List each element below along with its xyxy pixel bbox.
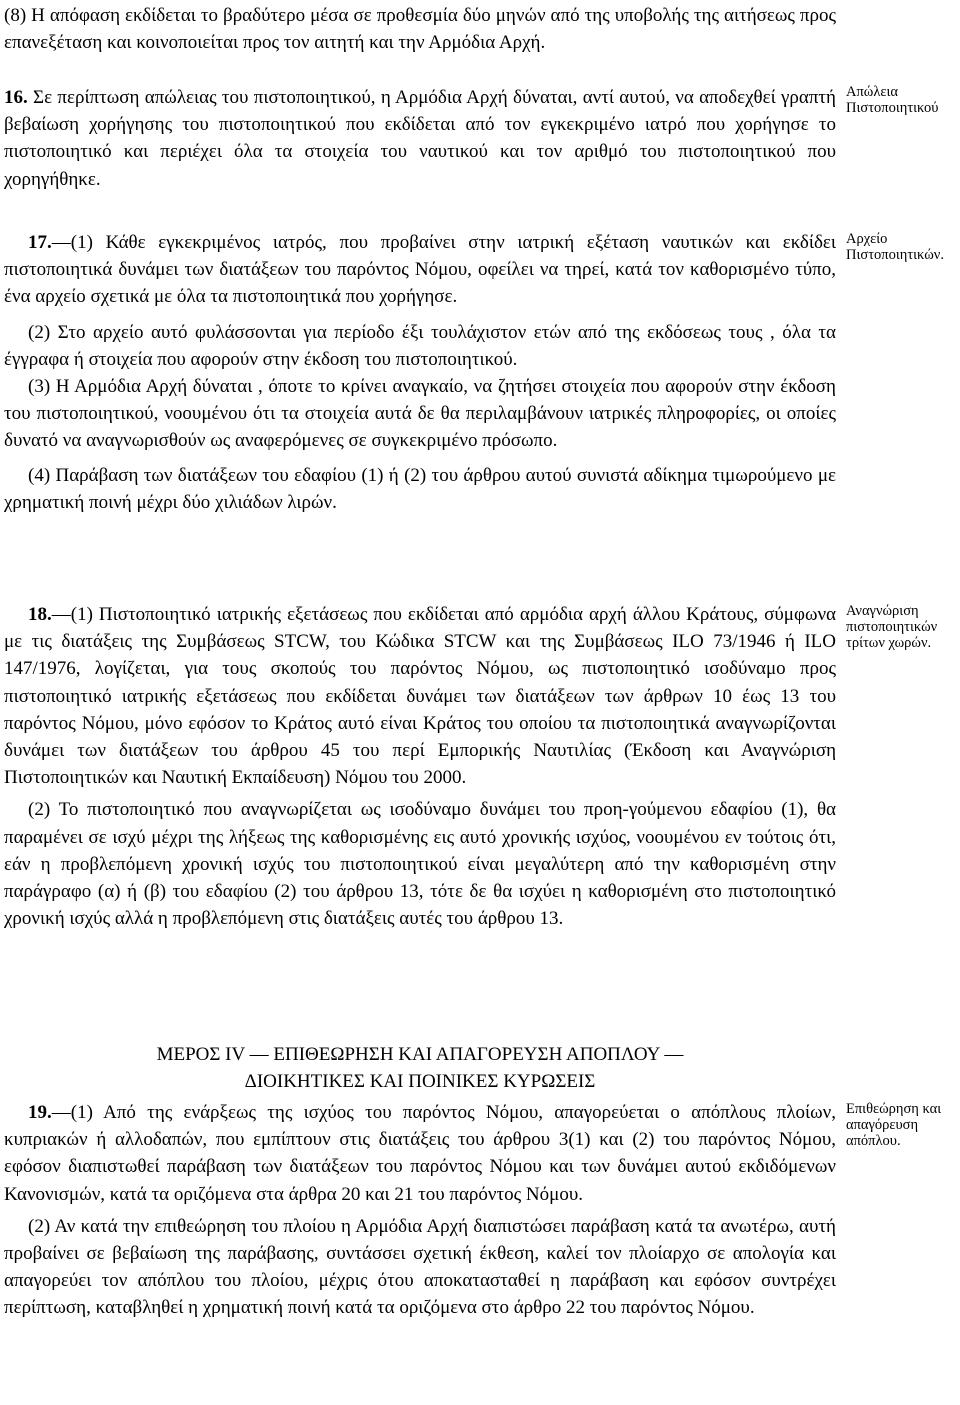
section-19 <box>4 1099 836 1322</box>
section-18 <box>4 601 836 932</box>
section-number: 16. <box>4 87 28 108</box>
section-number: 17. <box>28 232 52 253</box>
part-heading-line-2: ΔΙΟΙΚΗΤΙΚΕΣ ΚΑΙ ΠΟΙΝΙΚΕΣ ΚΥΡΩΣΕΙΣ <box>244 1071 596 1093</box>
margin-note-16: Απώλεια Πιστοποιητικού <box>846 84 939 116</box>
section-16 <box>4 84 836 193</box>
section-text: —(1) Κάθε εγκεκριμένος ιατρός, που προβαίνει στην ιατρική εξέταση ναυτικών και εκδίδει πιστοποιητικά δυνάμει των διατάξεων του παρόντος Νόμου, οφείλει να τηρεί, κατά τον καθορισμένο τύπο, ένα αρχείο σχετικά με όλα τα πιστοποιητικά που χορήγησε. <box>4 232 836 308</box>
subparagraph-3: (3) Η Αρμόδια Αρχή δύναται , όποτε το κρίνει αναγκαίο, να ζητήσει στοιχεία που αφορούν στην έκδοση του πιστοποιητικού, νοουμένου ότι τα στοιχεία αυτά δε θα περιλαμβάνουν ιατρικές πληροφορίες, οι οποίες δυνατό να αναγνωρισθούν ως αναφερόμενες σε συγκεκριμένο πρόσωπο. <box>4 376 836 452</box>
section-text: Σε περίπτωση απώλειας του πιστοποιητικού, η Αρμόδια Αρχή δύναται, αντί αυτού, να αποδεχθεί γραπτή βεβαίωση χορήγησης του πιστοποιητικού που εκδίδεται από τον εγκεκριμένο ιατρό που χορήγησε το πιστοποιητικό και περιέχει όλα τα στοιχεία του ναυτικού και τον αριθμό του πιστοποιητικού που χορηγήθηκε. <box>4 87 836 190</box>
section-text: —(1) Από της ενάρξεως της ισχύος του παρόντος Νόμου, απαγορεύεται ο απόπλους πλοίων, κυπριακών ή αλλοδαπών, που εμπίπτουν στις διατάξεις του άρθρου 3(1) και (2) του παρόντος Νόμου, εφόσον διαπιστωθεί παράβαση των διατάξεων του παρόντος Νόμου και των δυνάμει αυτού εκδιδόμενων Κανονισμών, κατά τα οριζόμενα στα άρθρα 20 και 21 του παρόντος Νόμου. <box>4 1102 836 1205</box>
section-number: 18. <box>28 604 52 625</box>
part-heading-line-1: ΜΕΡΟΣ IV — ΕΠΙΘΕΩΡΗΣΗ ΚΑΙ ΑΠΑΓΟΡΕΥΣΗ ΑΠΟΠΛΟΥ — <box>156 1044 684 1065</box>
section-text: —(1) Πιστοποιητικό ιατρικής εξετάσεως που εκδίδεται από αρμόδια αρχή άλλου Κράτους, σύμφωνα με τις διατάξεις της Συμβάσεως STCW, του Κώδικα STCW και της Συμβάσεως ILO 73/1946 ή ILO 147/1976, λογίζεται, για τους σκοπούς του παρόντος Νόμου, ως πιστοποιητικό ισοδύναμο προς πιστοποιητικό ιατρικής εξετάσεως που εκδίδεται δυνάμει των διατάξεων των άρθρων 10 έως 13 του παρόντος Νόμου, μόνο εφόσον το Κράτος αυτό είναι Κράτος του οποίου τα πιστοποιητικά αναγνωρίζονται δυνάμει των διατάξεων του άρθρου 45 του περί Εμπορικής Ναυτιλίας (Έκδοση και Αναγνώριση Πιστοποιητικών και Ναυτική Εκπαίδευση) Νόμου του 2000. <box>4 604 836 789</box>
subparagraph-2: (2) Το πιστοποιητικό που αναγνωρίζεται ως ισοδύναμο δυνάμει του προη-γούμενου εδαφίου (1), θα παραμένει σε ισχύ μέχρι της λήξεως της καθορισμένης εις αυτό χρονικής ισχύος, νοουμένου εν τούτοις ότι, εάν η προβλεπόμενη χρονική ισχύς του πιστοποιητικού είναι μεγαλύτερη από την καθορισμένη στην παράγραφο (α) ή (β) του εδαφίου (2) του άρθρου 13, τότε δε θα ισχύει η καθορισμένη στο πιστοποιητικό χρονική ισχύς αλλά η προβλεπόμενη στις διατάξεις αυτές του άρθρου 13. <box>4 799 836 930</box>
section-17 <box>4 229 836 516</box>
subparagraph-2: (2) Στο αρχείο αυτό φυλάσσονται για περίοδο έξι τουλάχιστον ετών από της εκδόσεως τους , όλα τα έγγραφα ή στοιχεία που αφορούν στην έκδοση του πιστοποιητικού. <box>4 321 836 370</box>
subparagraph-2: (2) Αν κατά την επιθεώρηση του πλοίου η Αρμόδια Αρχή διαπιστώσει παράβαση κατά τα ανωτέρω, αυτή προβαίνει σε βεβαίωση της παράβασης, συντάσσει σχετική έκθεση, καλεί τον πλοίαρχο σε απολογία και απαγορεύει τον απόπλου του πλοίου, μέχρις ότου αποκατασταθεί η παράβαση και εφόσον συντρέχει περίπτωση, καταβληθεί η χρηματική ποινή κατά τα οριζόμενα στο άρθρο 22 του παρόντος Νόμου. <box>4 1215 836 1319</box>
margin-note-19: Επιθεώρηση και απαγόρευση απόπλου. <box>846 1101 942 1149</box>
margin-note-18: Αναγνώριση πιστοποιητικών τρίτων χωρών. <box>846 603 938 651</box>
margin-note-17: Αρχείο Πιστοποιητικών. <box>846 231 944 263</box>
subparagraph-4: (4) Παράβαση των διατάξεων του εδαφίου (1) ή (2) του άρθρου αυτού συνιστά αδίκημα τιμωρούμενο με χρηματική ποινή μέχρι δύο χιλιάδων λιρών. <box>4 464 836 513</box>
paragraph-16-8 <box>4 2 836 56</box>
paragraph-text: (8) Η απόφαση εκδίδεται το βραδύτερο μέσα σε προθεσμία δύο μηνών από της υποβολής της αιτήσεως προς επανεξέταση και κοινοποιείται προς τον αιτητή και την Αρμόδια Αρχή. <box>4 5 836 54</box>
section-number: 19. <box>28 1102 52 1123</box>
part-heading <box>4 1041 836 1095</box>
